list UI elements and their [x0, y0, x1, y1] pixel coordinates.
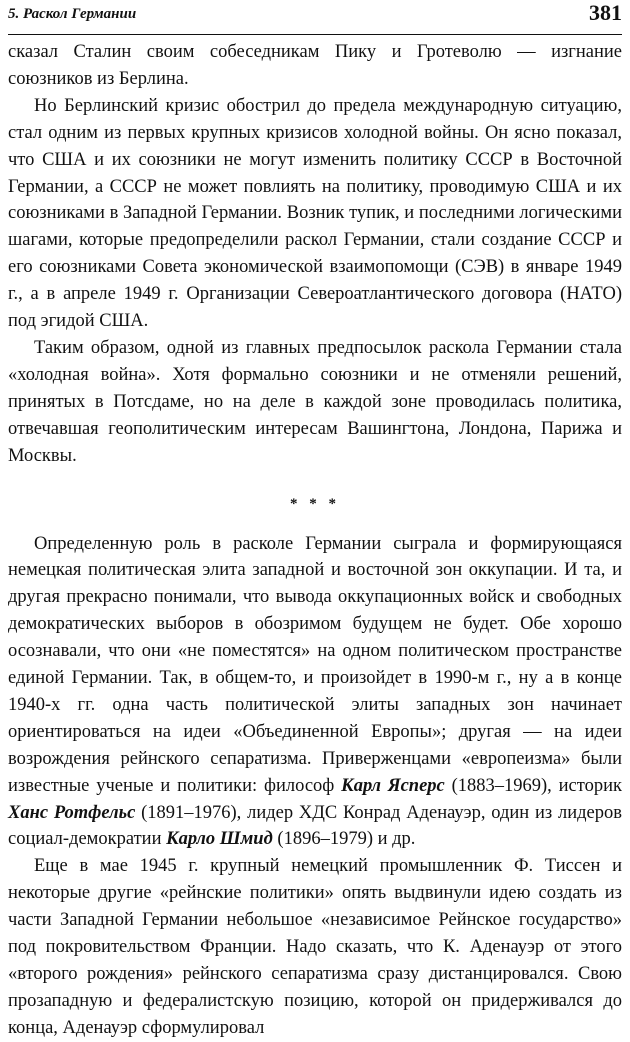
section-separator: * * * [290, 495, 340, 512]
running-header [8, 0, 622, 35]
book-page [8, 0, 622, 1038]
name-schmid: Карло Шмид [166, 829, 273, 850]
chapter-title: 5. Раскол Германии [8, 6, 137, 22]
elite-text-c: (1891–1976), лидер ХДС Конрад Аденауэр, один из лидеров социал-демократии [8, 802, 622, 850]
page-body [8, 39, 622, 1042]
paragraph-berlin-crisis: Но Берлинский кризис обострил до предела международную ситуацию, стал одним из первых крупных кризисов холодной войны. Он ясно показал, что США и их союзники не могут изменить политику СССР в Восточной Германии, а СССР не может повлиять на политику, проводимую США и их союзниками в Западной Германии. Возник тупик, и последними логическими шагами, которые предопределили раскол Германии, стали создание СССР и его союзниками Совета экономической взаимопомощи (СЭВ) в январе 1949 г., а в апреле 1949 г. Организации Североатлантического договора (НАТО) под эгидой США. [8, 95, 622, 332]
paragraph-cold-war: Таким образом, одной из главных предпосылок раскола Германии стала «холодная война». Хотя формально союзники и не отменяли решений, принятых в Потсдаме, но на деле в каждой зоне проводилась политика, отвечавшая геополитическим интересам Вашингтона, Лондона, Парижа и Москвы. [8, 337, 622, 466]
paragraph-rhine-separatism: Еще в мае 1945 г. крупный немецкий промышленник Ф. Тиссен и некоторые другие «рейнские политики» опять выдвинули идею создать из части Западной Германии небольшое «независимое Рейнское государство» под покровительством Франции. Надо сказать, что К. Аденауэр от этого «второго рождения» рейнского сепаратизма сразу дистанцировался. Свою прозападную и федералистскую позицию, которой он придерживался до конца, Аденауэр сформулировал [8, 856, 622, 1038]
elite-text-d: (1896–1979) и др. [272, 829, 416, 850]
paragraph-continued: сказал Сталин своим собеседникам Пику и Гротеволю — изгнание союзников из Берлина. [8, 42, 622, 89]
paragraph-political-elite [8, 531, 622, 854]
elite-text-b: (1883–1969), историк [444, 775, 622, 796]
elite-text-a: Определенную роль в расколе Германии сыграла и формирующаяся немецкая политическая элита западной и восточной зон оккупации. И та, и другая прекрасно понимали, что вывода оккупационных войск и свободных демократических выборов в обозримом будущем не будет. Обе хорошо осознавали, что они «не поместятся» на одном политическом пространстве единой Германии. Так, в общем-то, и произойдет в 1990-м г., ну а в конце 1940-х гг. одна часть политической элиты западных зон начинает ориентироваться на идеи «Объединенной Европы»; другая — на идеи возрождения рейнского сепаратизма. Приверженцами «европеизма» были известные ученые и политики: философ [8, 533, 622, 796]
page-number: 381 [589, 0, 622, 25]
name-jaspers: Карл Ясперс [341, 775, 445, 796]
name-rothfels: Ханс Ротфельс [8, 802, 136, 823]
